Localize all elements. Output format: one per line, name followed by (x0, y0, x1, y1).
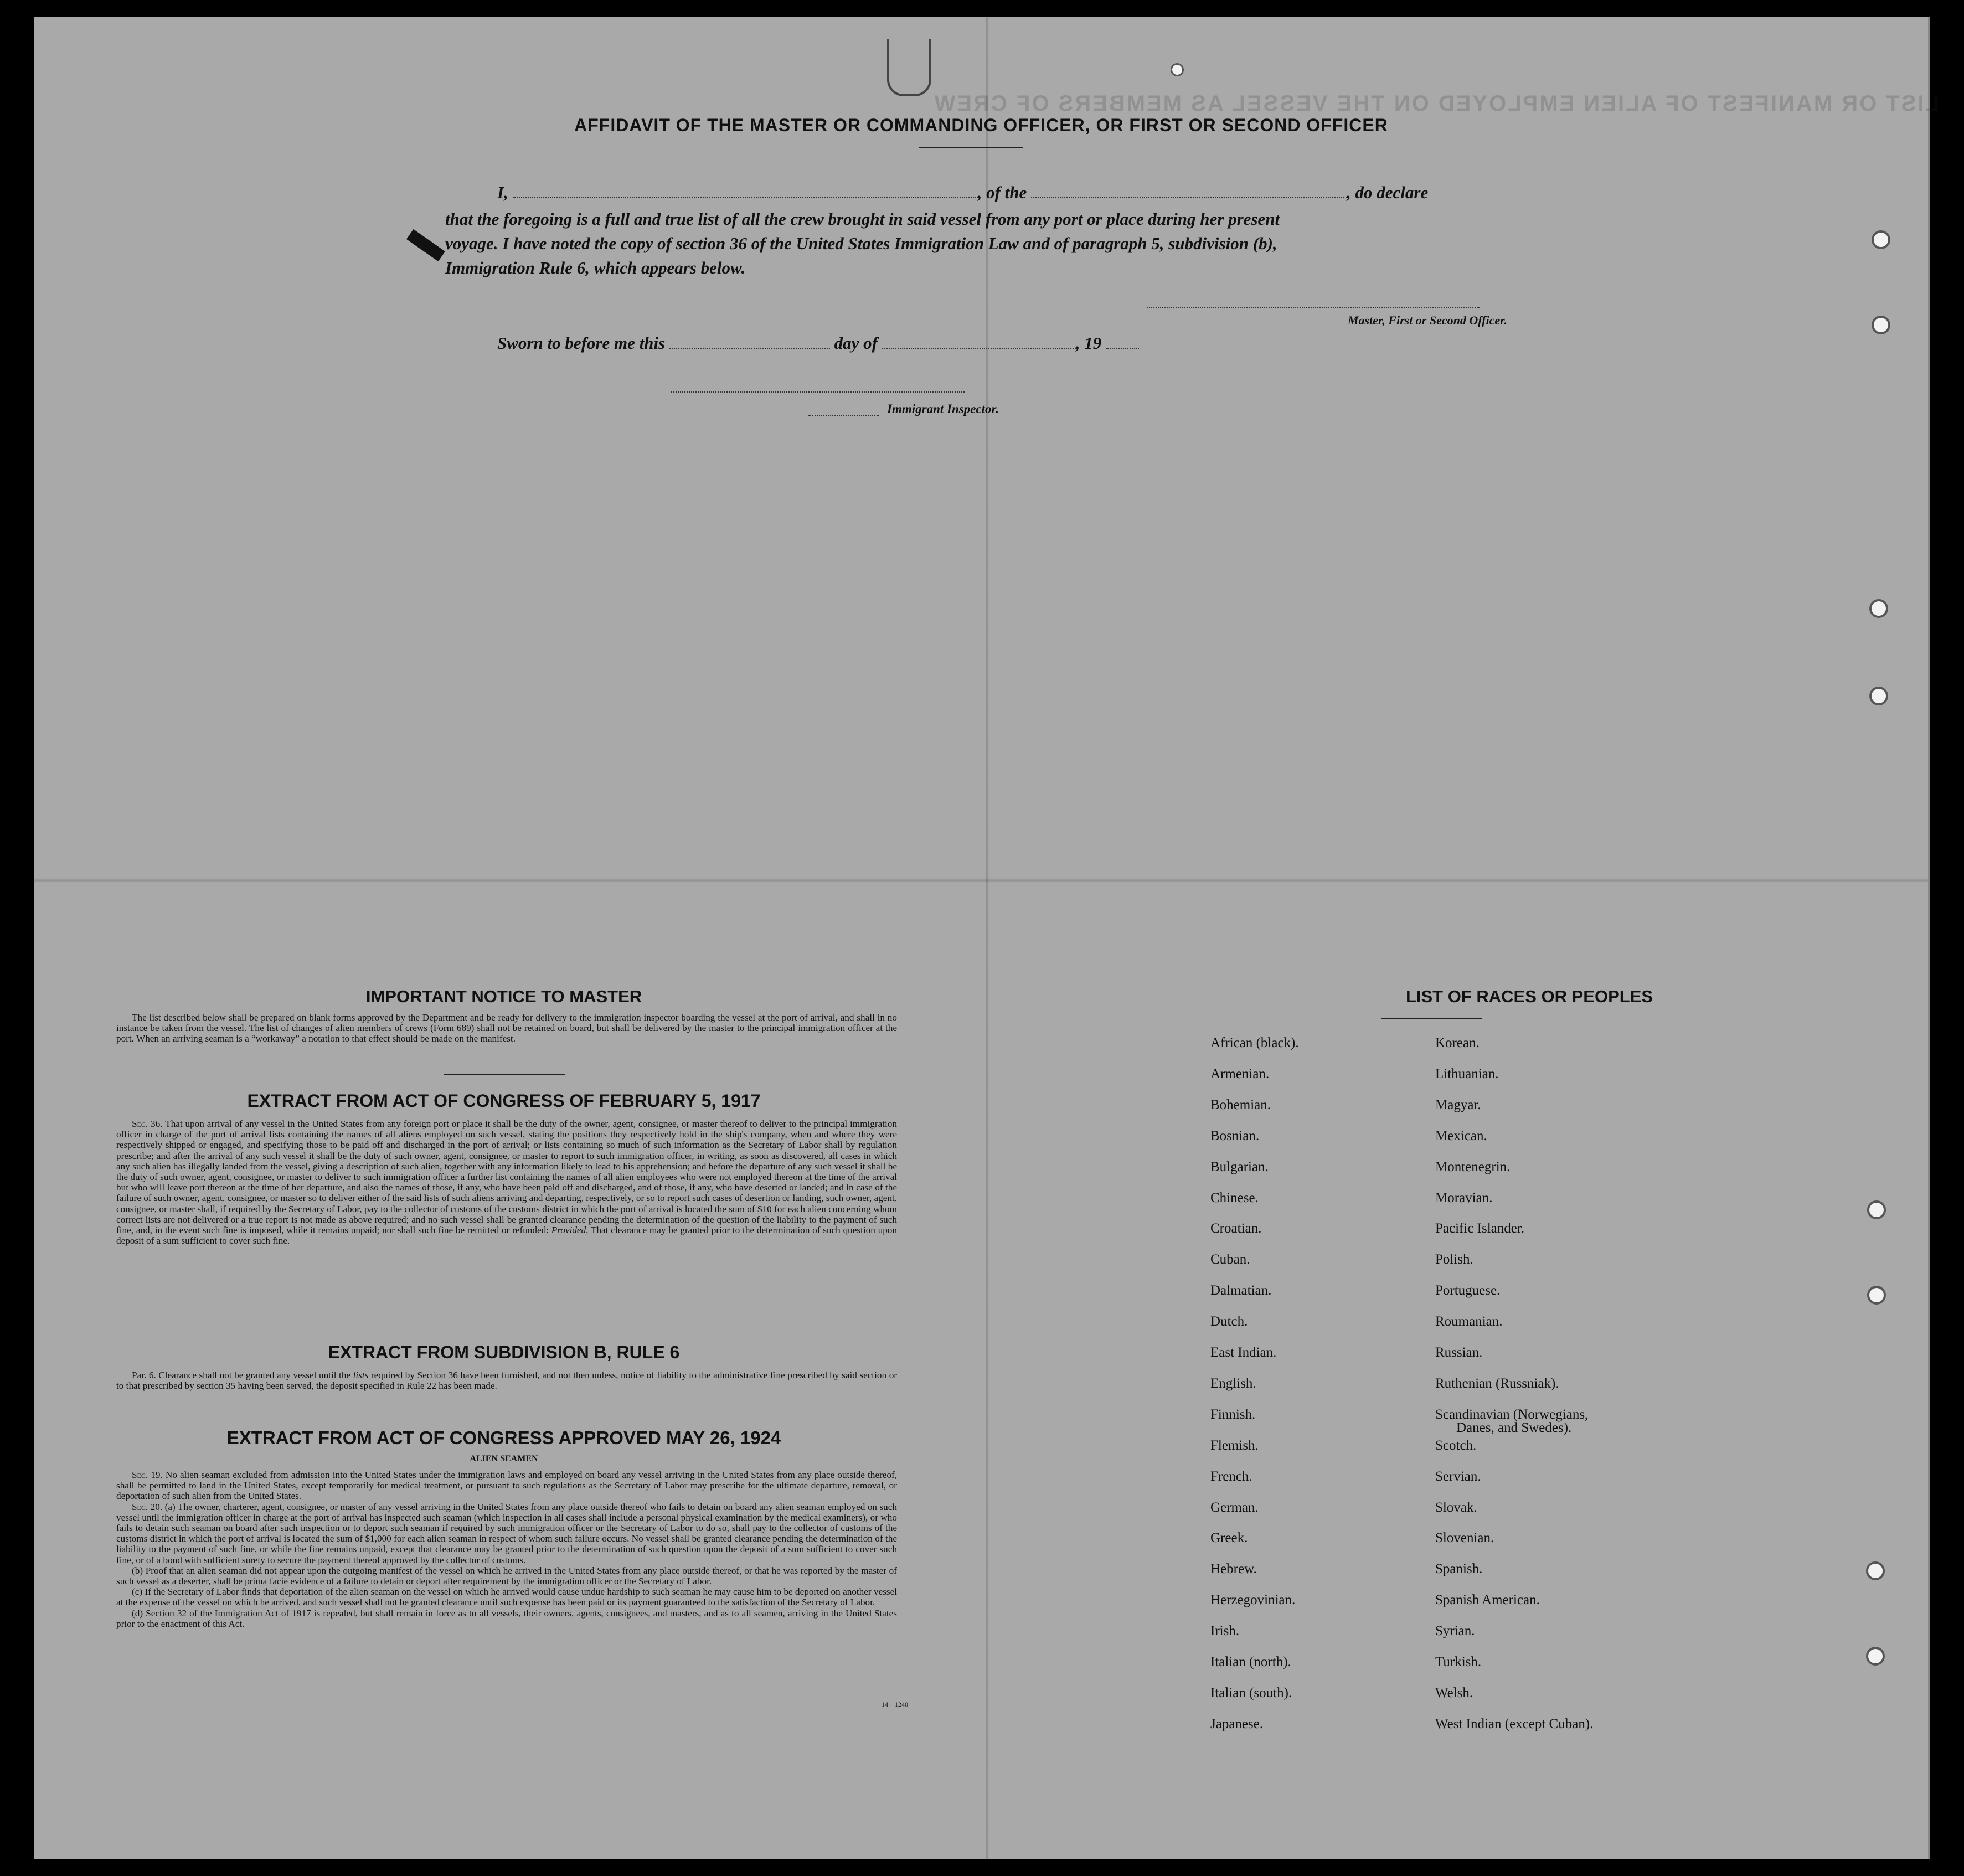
inspector-signature-line[interactable] (671, 391, 965, 393)
affidavit-line-1 (497, 183, 1428, 203)
race-item: Cuban. (1210, 1252, 1250, 1267)
race-item: Turkish. (1435, 1655, 1482, 1669)
punch-hole (1869, 687, 1888, 705)
punch-hole (1869, 599, 1888, 618)
sworn-day-blank[interactable] (669, 347, 830, 349)
race-item: French. (1210, 1468, 1252, 1484)
sworn-year-blank[interactable] (1106, 347, 1139, 349)
race-item: Bohemian. (1210, 1097, 1271, 1112)
race-item: Croatian. (1210, 1221, 1262, 1236)
race-item: East Indian. (1210, 1345, 1277, 1360)
race-item: Lithuanian. (1435, 1066, 1499, 1081)
race-item: Pacific Islander. (1435, 1221, 1525, 1236)
punch-hole (1171, 63, 1184, 76)
race-item: Italian (north). (1210, 1655, 1291, 1669)
sec19-text: No alien seaman excluded from admission into the United States under the immigration laws and employed on board any vessel arriving in the United States from any place outside thereof, shall be permitted to land in the United States, except temporarily for medical treatment, or pursuant to such regulations as the Secretary of Labor may prescribe for the ultimate departure, removal, or deportation of such alien from the United States. (116, 1470, 897, 1502)
signature-line[interactable] (1147, 307, 1480, 308)
rule6-text-a: Par. 6. Clearance shall not be granted any vessel until the (132, 1370, 351, 1380)
race-item: Syrian. (1435, 1624, 1475, 1639)
race-item: Spanish American. (1435, 1592, 1540, 1608)
race-item: Bulgarian. (1210, 1159, 1269, 1174)
punch-hole (1872, 230, 1890, 249)
race-item: Mexican. (1435, 1128, 1487, 1143)
extract-1917-body (116, 1119, 897, 1246)
race-item: English. (1210, 1375, 1256, 1391)
document-page (34, 17, 1939, 1859)
inspector-label: Immigrant Inspector. (887, 402, 999, 416)
race-item: Finnish. (1210, 1406, 1256, 1422)
extract-1924-body (116, 1470, 897, 1629)
race-item: Servian. (1435, 1468, 1481, 1484)
races-title: LIST OF RACES OR PEOPLES (1405, 987, 1653, 1006)
sec36-label: Sec. 36. (132, 1119, 163, 1129)
year-prefix: , 19 (1075, 333, 1102, 353)
affidavit-title: AFFIDAVIT OF THE MASTER OR COMMANDING OFFICER, OR FIRST OR SECOND OFFICER (574, 115, 1388, 135)
race-item-continuation: Danes, and Swedes). (1456, 1420, 1572, 1435)
race-item: Slovenian. (1435, 1530, 1494, 1546)
sworn-line (497, 333, 1139, 353)
affidavit-line-3: voyage. I have noted the copy of section 36 of the United States Immigration Law and of paragraph 5, subdivision (b), (445, 234, 1277, 253)
race-item: West Indian (except Cuban). (1435, 1716, 1594, 1731)
sec36-text: That upon arrival of any vessel in the United States from any foreign port or place it shall be the duty of the owner, agent, consignee, or master thereof to deliver to the principal immigration officer in charge of the port of arrival lists containing the names of all aliens employed on such vessel, stating the positions they respectively hold in the ship's company, when and where they were respectively shipped or engaged, and specifying those to be paid off and discharged in the port of arrival; or lists containing so much of such information as the Secretary of Labor shall by regulation prescribe; and after the arrival of any such vessel it shall be the duty of such owner, agent, consignee, or master to report to such immigration officer, in writing, as soon as discovered, all cases in which any such alien has illegally landed from the vessel, giving a description of such alien, together with any information likely to lead to his apprehension; and before the departure of any such vessel it shall be the duty of such owner, agent, consignee, or master to deliver to such immigration officer a further list containing the names of all alien employees who were not employed thereon at the time of the arrival but who will leave port thereon at the time of her departure, and also the names of those, if any, who have been paid off and discharged, and of those, if any, who have deserted or landed; and in case of the failure of such owner, agent, consignee, or master so to deliver either of the said lists of such aliens arriving and departing, respectively, or so to report such cases of desertion or landing, such owner, agent, consignee, or master shall, if required by the Secretary of Labor, pay to the collector of customs of the customs district in which the port of arrival is located the sum of $10 for each alien concerning whom correct lists are not delivered or a true report is not made as above required; and no such vessel shall be granted clearance pending the determination of the question of the liability to the payment of such fine, and, in the event such fine is imposed, while it remains unpaid; nor shall such fine be remitted or refunded: (116, 1119, 897, 1236)
rule6-text-b: required by Section 36 have been furnished, and not then unless, notice of liability to the administrative fine prescribed by said section or to that prescribed by section 35 having been served, the deposit specified in Rule 22 has been made. (116, 1370, 898, 1391)
punch-hole (1867, 1286, 1886, 1305)
extract-1917-title: EXTRACT FROM ACT OF CONGRESS OF FEBRUARY 5, 1917 (247, 1091, 761, 1111)
punch-hole (1866, 1561, 1885, 1580)
vessel-blank[interactable] (1031, 197, 1347, 198)
punch-hole (1872, 316, 1890, 334)
race-item: Italian (south). (1210, 1685, 1292, 1700)
race-item: Armenian. (1210, 1066, 1270, 1081)
race-item: Korean. (1435, 1035, 1480, 1050)
race-item: Magyar. (1435, 1097, 1481, 1112)
race-item: Spanish. (1435, 1561, 1483, 1577)
race-item: Montenegrin. (1435, 1159, 1511, 1174)
races-divider (1381, 1018, 1482, 1019)
sec20-label: Sec. 20. (132, 1501, 163, 1512)
race-item: Ruthenian (Russniak). (1435, 1375, 1559, 1391)
affidavit-of-the: , of the (977, 183, 1027, 202)
sec36-end: That clearance may be granted prior to the determination of such question upon deposit of a sum sufficient to cover such fine. (116, 1225, 897, 1246)
notice-title: IMPORTANT NOTICE TO MASTER (365, 987, 642, 1006)
race-item: Hebrew. (1210, 1561, 1257, 1577)
race-item: Japanese. (1210, 1716, 1264, 1731)
name-blank[interactable] (513, 197, 978, 198)
sworn-text: Sworn to before me this (497, 333, 666, 353)
rule6-body (116, 1370, 897, 1391)
sec19-label: Sec. 19. (132, 1470, 163, 1480)
sec20d-text: (d) Section 32 of the Immigration Act of 1917 is repealed, but shall remain in force as to all vessels, their owners, agents, consignees, and masters, and as to all seamen, arriving in the United States prior to the enactment of this Act. (116, 1607, 897, 1629)
divider-1 (444, 1074, 565, 1075)
race-item: Chinese. (1210, 1190, 1259, 1205)
sec20c-text: (c) If the Secretary of Labor finds that deportation of the alien seaman on the vessel on which he arrived would cause undue hardship to such seaman he may cause him to be deported on another vessel at the expense of the vessel on which he arrived, and such vessel shall not be granted clearance until such expense has been paid or its payment guaranteed to the satisfaction of the Secretary of Labor. (116, 1586, 897, 1608)
race-item: Herzegovinian. (1210, 1592, 1296, 1608)
affidavit-i: I, (497, 183, 508, 202)
race-item: Slovak. (1435, 1499, 1477, 1515)
race-item: Scotch. (1435, 1437, 1477, 1453)
race-item: Moravian. (1435, 1190, 1493, 1205)
race-item: Flemish. (1210, 1437, 1259, 1453)
provided-text: Provided, (551, 1225, 589, 1236)
day-of-text: day of (834, 333, 878, 353)
race-item: Russian. (1435, 1345, 1483, 1360)
sworn-month-blank[interactable] (882, 347, 1076, 349)
paper-clip-mark (887, 39, 931, 96)
race-item: African (black). (1210, 1035, 1299, 1050)
punch-hole (1867, 1200, 1886, 1219)
affidavit-line-4: Immigration Rule 6, which appears below. (445, 258, 746, 277)
handwritten-check-mark (406, 229, 445, 261)
rule6-lists: lists (353, 1370, 369, 1380)
race-item: Polish. (1435, 1252, 1473, 1267)
rule6-title: EXTRACT FROM SUBDIVISION B, RULE 6 (328, 1342, 680, 1362)
race-item: Irish. (1210, 1624, 1240, 1639)
race-item: Roumanian. (1435, 1314, 1503, 1329)
notice-body (116, 1012, 897, 1044)
race-item: Dalmatian. (1210, 1283, 1272, 1298)
sec20b-text: (b) Proof that an alien seaman did not appear upon the outgoing manifest of the vessel on which he arrived in the United States from any place outside thereof, or that he was reported by the master of such vessel as a deserter, shall be prima facie evidence of a failure to detain or deport after requirement by the immigration officer or the Secretary of Labor. (116, 1565, 897, 1587)
affidavit-line-2: that the foregoing is a full and true list of all the crew brought in said vessel from any port or place during her present (445, 209, 1280, 229)
race-item: Scandinavian (Norwegians, (1435, 1406, 1589, 1422)
form-number: 14—1240 (882, 1700, 908, 1708)
race-item: Dutch. (1210, 1314, 1248, 1329)
race-item: Greek. (1210, 1530, 1248, 1546)
sec20a-text: (a) The owner, charterer, agent, consignee, or master of any vessel arriving in the United States from any place outside thereof who fails to detain on board any alien seaman employed on such vessel until the immigration officer in charge at the port of arrival has inspected such seaman (which inspection in all cases shall include a personal physical examination by the medical examiners), or who fails to detain such seaman on board after such inspection or to deport such seaman if required by such immigration officer or the Secretary of Labor to do so, shall pay to the collector of customs of the customs district in which the port of arrival is located the sum of $1,000 for each alien seaman in respect of whom such failure occurs. No vessel shall be granted clearance pending the determination of the liability to the payment of such fine, or while the fine remains unpaid, except that clearance may be granted prior to the determination of such question upon the deposit of a sum sufficient to cover such fine, or of a bond with sufficient surety to secure the payment thereof approved by the collector of customs. (116, 1501, 897, 1565)
notice-paragraph: The list described below shall be prepared on blank forms approved by the Department and be ready for delivery to the immigration inspector boarding the vessel at the port of arrival, and shall in no instance be taken from the vessel. The list of changes of alien members of crews (Form 689) shall not be retained on board, but shall be delivered by the master to the principal immigration officer at the port. When an arriving seaman is a “workaway” a notation to that effect should be made on the manifest. (116, 1012, 897, 1044)
race-item: Welsh. (1435, 1685, 1473, 1700)
race-item: German. (1210, 1499, 1259, 1515)
title-divider (919, 147, 1023, 148)
inspector-short-line (808, 414, 879, 416)
punch-hole (1866, 1647, 1885, 1666)
alien-seamen-subtitle: ALIEN SEAMEN (470, 1454, 538, 1463)
bleed-through-title: LIST OR MANIFEST OF ALIEN EMPLOYED ON THE VESSEL AS MEMBERS OF CREW (932, 91, 1939, 116)
signature-label: Master, First or Second Officer. (1347, 313, 1507, 327)
extract-1924-title: EXTRACT FROM ACT OF CONGRESS APPROVED MAY 26, 1924 (226, 1427, 781, 1448)
affidavit-do-declare: , do declare (1347, 183, 1429, 202)
race-item: Bosnian. (1210, 1128, 1260, 1143)
race-item: Portuguese. (1435, 1283, 1501, 1298)
